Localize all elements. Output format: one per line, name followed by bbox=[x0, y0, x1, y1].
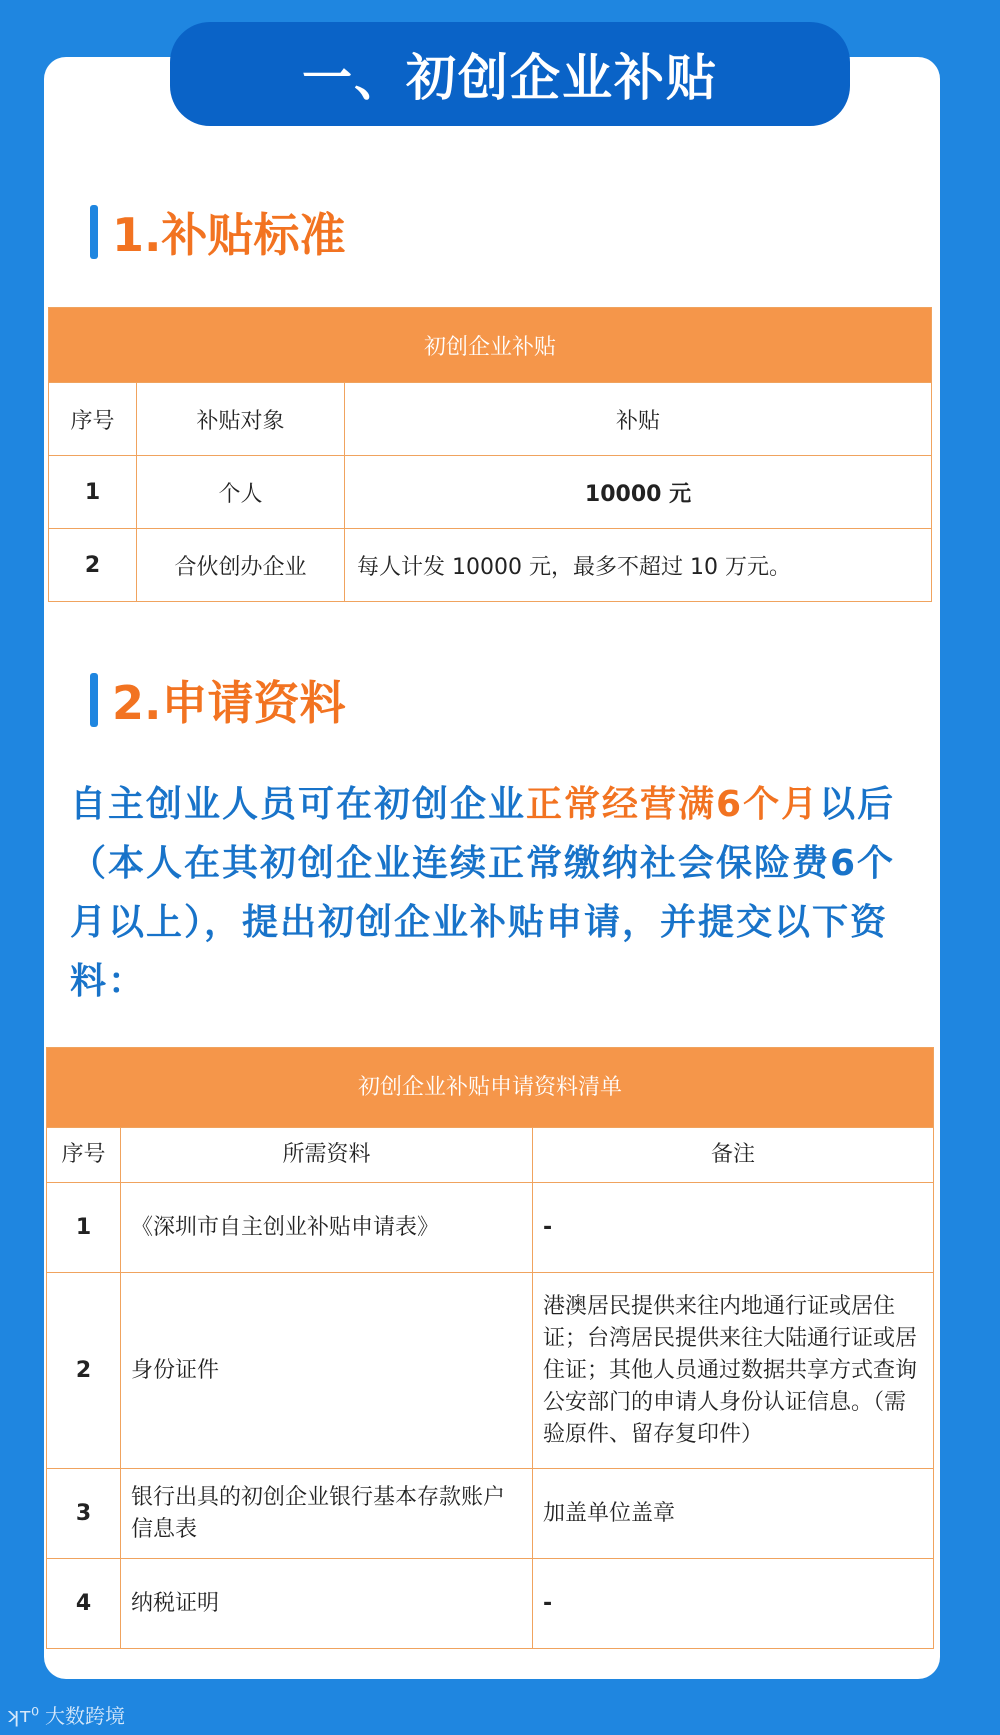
table-row bbox=[49, 456, 932, 529]
row-item: 纳税证明 bbox=[121, 1559, 533, 1649]
table-row bbox=[49, 529, 932, 602]
table-row bbox=[47, 1183, 934, 1273]
row-target: 个人 bbox=[137, 456, 345, 529]
row-amount: 每人计发 10000 元，最多不超过 10 万元。 bbox=[345, 529, 932, 602]
row-number: 2 bbox=[49, 529, 137, 602]
column-header: 所需资料 bbox=[121, 1128, 533, 1183]
row-number: 1 bbox=[49, 456, 137, 529]
application-intro bbox=[70, 775, 930, 1011]
row-note: - bbox=[533, 1183, 934, 1273]
section-title-text: 1.补贴标准 bbox=[112, 208, 346, 262]
row-item: 《深圳市自主创业补贴申请表》 bbox=[121, 1183, 533, 1273]
row-number: 4 bbox=[47, 1559, 121, 1649]
row-item: 身份证件 bbox=[121, 1273, 533, 1469]
table-row bbox=[47, 1273, 934, 1469]
row-note: 港澳居民提供来往内地通行证或居住证；台湾居民提供来往大陆通行证或居住证；其他人员通过数据共享方式查询公安部门的申请人身份认证信息。（需验原件、留存复印件） bbox=[533, 1273, 934, 1469]
row-note: 加盖单位盖章 bbox=[533, 1469, 934, 1559]
row-number: 2 bbox=[47, 1273, 121, 1469]
section-title-materials bbox=[90, 670, 345, 730]
row-note: - bbox=[533, 1559, 934, 1649]
kt-logo-icon: ʞᴛ⁰ bbox=[6, 1702, 40, 1727]
intro-text-2: 以后（本人在其初创企业连续正常缴纳社会保险费6个月以上），提出初创企业补贴申请，并提交以下资料： bbox=[70, 784, 896, 1002]
section-title-standards bbox=[90, 202, 345, 262]
table-row bbox=[47, 1469, 934, 1559]
row-amount: 10000 元 bbox=[345, 456, 932, 529]
row-number: 3 bbox=[47, 1469, 121, 1559]
watermark bbox=[6, 1700, 125, 1729]
row-number: 1 bbox=[47, 1183, 121, 1273]
row-target: 合伙创办企业 bbox=[137, 529, 345, 602]
watermark-text: 大数跨境 bbox=[45, 1704, 126, 1728]
section-title-text: 2.申请资料 bbox=[112, 676, 346, 730]
page-title: 一、初创企业补贴 bbox=[170, 22, 850, 126]
row-item: 银行出具的初创企业银行基本存款账户信息表 bbox=[121, 1469, 533, 1559]
table-header: 初创企业补贴申请资料清单 bbox=[47, 1048, 934, 1128]
section-bar-icon bbox=[90, 205, 98, 259]
intro-highlight: 正常经营满6个月 bbox=[526, 784, 820, 825]
table-header: 初创企业补贴 bbox=[49, 308, 932, 383]
column-header: 补贴 bbox=[345, 383, 932, 456]
column-header: 序号 bbox=[49, 383, 137, 456]
section-bar-icon bbox=[90, 673, 98, 727]
intro-text-1: 自主创业人员可在初创企业 bbox=[70, 784, 527, 825]
table-row bbox=[47, 1559, 934, 1649]
table-column-header-row bbox=[49, 383, 932, 456]
column-header: 序号 bbox=[47, 1128, 121, 1183]
column-header: 补贴对象 bbox=[137, 383, 345, 456]
subsidy-standard-table bbox=[48, 307, 932, 602]
column-header: 备注 bbox=[533, 1128, 934, 1183]
table-column-header-row bbox=[47, 1128, 934, 1183]
materials-table bbox=[46, 1047, 934, 1649]
